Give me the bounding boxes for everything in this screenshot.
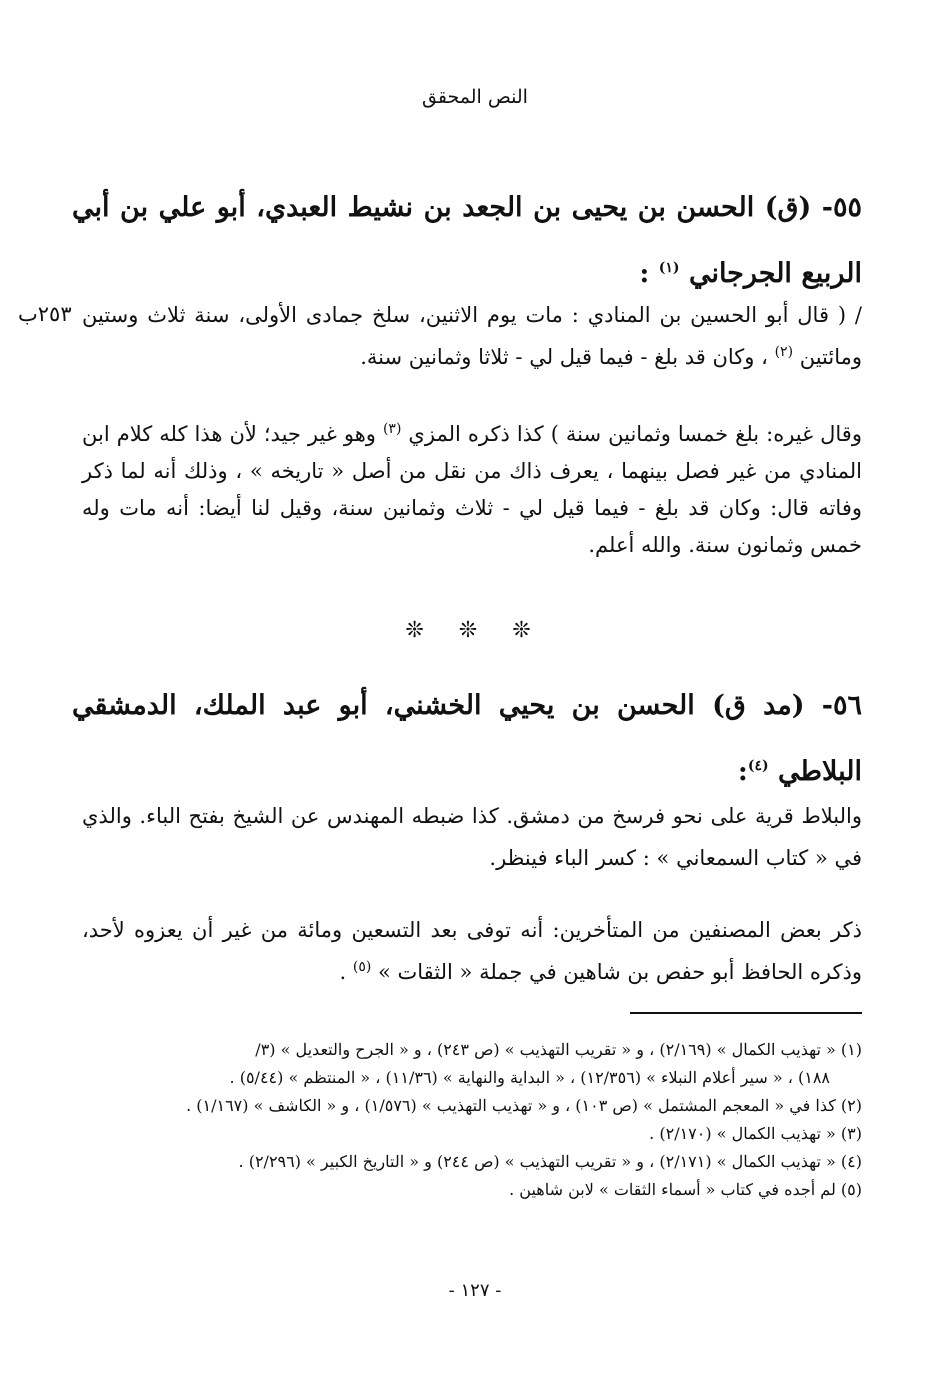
entry-55-title-text: ٥٥- (ق) الحسن بن يحيى بن الجعد بن نشيط العبدي، أبو علي بن أبي الربيع الجرجاني bbox=[72, 192, 862, 289]
entry-56-para-2-note-ref: (٥) bbox=[352, 959, 372, 975]
entry-55-para-1-note-ref: (٢) bbox=[774, 344, 794, 360]
footnote-2: (٢) كذا في « المعجم المشتمل » (ص ١٠٣) ، و « تهذيب التهذيب » (١/٥٧٦) ، و « الكاشف » (١/١٦٧) . bbox=[186, 1096, 862, 1115]
entry-55-title bbox=[72, 178, 862, 304]
footnote-3: (٣) « تهذيب الكمال » (٢/١٧٠) . bbox=[649, 1124, 862, 1143]
footnote-1-continued: ١٨٨) ، « سير أعلام النبلاء » (١٢/٣٥٦) ، « البداية والنهاية » (١١/٣٦) ، « المنتظم » (٥/٤٤) . bbox=[229, 1068, 830, 1087]
entry-56-para-1-text-a: والبلاط قرية على نحو فرسخ من دمشق. كذا ضبطه المهندس عن الشيخ بفتح الباء. والذي في « كتاب السمعاني » : كسر الباء فينظر. bbox=[82, 804, 862, 870]
running-header: النص المحقق bbox=[422, 86, 528, 108]
entry-55-para-1-text-a: / ( قال أبو الحسين بن المنادي : مات يوم الاثنين، سلخ جمادى الأولى، سنة ثلاث وستين ومائتين bbox=[82, 303, 862, 369]
entry-56-title bbox=[72, 676, 862, 802]
entry-56-para-2-text-b: . bbox=[339, 960, 353, 984]
entry-56-para-1 bbox=[82, 798, 862, 877]
entry-55-para-2 bbox=[82, 411, 862, 564]
entry-56-note-ref: (٤) bbox=[747, 758, 769, 774]
entry-56-para-2 bbox=[82, 912, 862, 991]
entry-56-title-text: ٥٦- (مد ق) الحسن بن يحيي الخشني، أبو عبد الملك، الدمشقي البلاطي bbox=[72, 690, 862, 787]
entry-55-para-2-text-a: وقال غيره: بلغ خمسا وثمانين سنة ) كذا ذكره المزي bbox=[401, 422, 862, 446]
entry-55-para-1-text-b: ، وكان قد بلغ - فيما قيل لي - ثلاثا وثمانين سنة. bbox=[360, 345, 775, 369]
footnote-1: (١) « تهذيب الكمال » (٢/١٦٩) ، و « تقريب التهذيب » (ص ٢٤٣) ، و « الجرح والتعديل » (٣/ bbox=[255, 1040, 862, 1059]
entry-56-title-end: : bbox=[737, 756, 748, 787]
entry-55-para-2-text-b: وهو غير جيد؛ لأن هذا كله كلام ابن المنادي من غير فصل بينهما ، يعرف ذاك من نقل من أصل « تاريخه » ، وذلك أنه لما ذكر وفاته قال: وكان قد بلغ - فيما قيل لي - ثلاث وثمانين سنة، وقيل لنا أيضا: أنه مات وله خمس وثمانون سنة. والله أعلم. bbox=[82, 422, 862, 557]
entry-55-para-2-note-ref: (٣) bbox=[382, 421, 402, 437]
entry-56-para-2-text-a: ذكر بعض المصنفين من المتأخرين: أنه توفى بعد التسعين ومائة من غير أن يعزوه لأحد، وذكره الحافظ أبو حفص بن شاهين في جملة « الثقات » bbox=[82, 918, 862, 984]
page-number: - ١٢٧ - bbox=[448, 1280, 502, 1301]
footnotes bbox=[72, 1036, 862, 1204]
entry-55-title-end: : bbox=[639, 258, 659, 289]
section-separator: ❊ ❊ ❊ bbox=[405, 618, 545, 643]
entry-55-para-1 bbox=[82, 297, 862, 376]
entry-55-note-ref: (١) bbox=[658, 260, 680, 276]
footnote-divider bbox=[630, 1012, 862, 1014]
margin-folio-note: ٢٥٣ب bbox=[18, 302, 72, 326]
footnote-4: (٤) « تهذيب الكمال » (٢/١٧١) ، و « تقريب التهذيب » (ص ٢٤٤) و « التاريخ الكبير » (٢/٢٩٦) . bbox=[238, 1152, 862, 1171]
footnote-5: (٥) لم أجده في كتاب « أسماء الثقات » لابن شاهين . bbox=[509, 1180, 862, 1199]
